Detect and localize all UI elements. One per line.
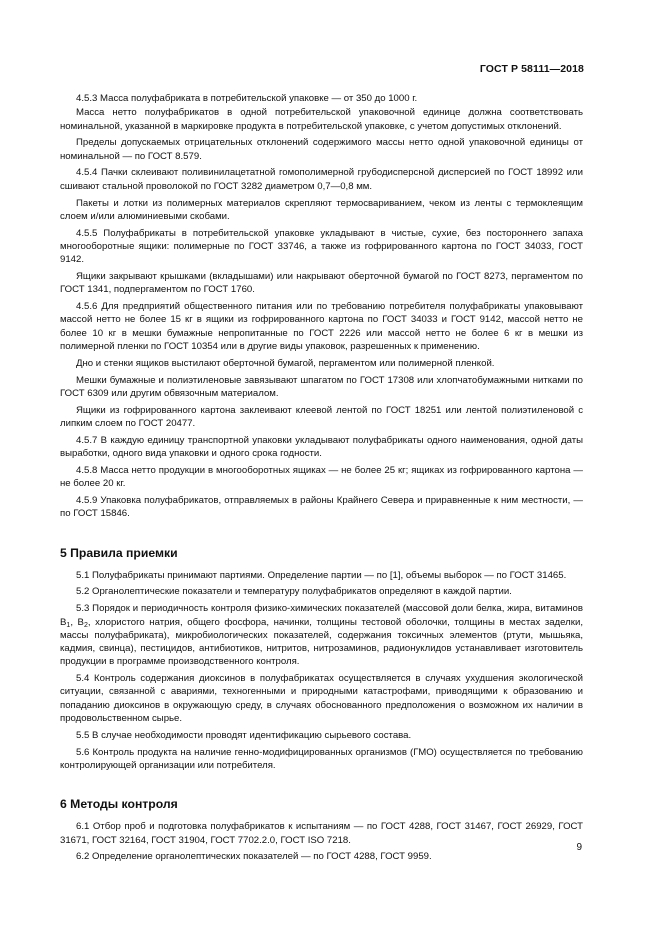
paragraph-5-5: 5.5 В случае необходимости проводят идентификацию сырьевого состава. [76,729,412,741]
page-body [60,92,583,867]
paragraph-4-5-7: 4.5.7 В каждую единицу транспортной упаковки укладывают полуфабрикаты одного наименования, одной даты выработки, одного вида упаковки и одного срока годности. [60,434,583,460]
page-number: 9 [576,842,582,853]
paragraph-box-lining: Дно и стенки ящиков выстилают оберточной бумагой, пергаментом или полимерной пленкой. [76,357,495,369]
paragraph-5-3-part-c: , хлористого натрия, общего фосфора, начинки, толщины тестовой оболочки, толщины в местах заделки, массы полуфабриката), микробиологических показателей, содержания токсичных элементов (ртути, мышьяка, кадмия, свинца), пестицидов, антибиотиков, нитритов, нитрозаминов, радионуклидов устанавливает изготовитель продукции в программе производственного контроля. [60,616,583,668]
paragraph-4-5-6: 4.5.6 Для предприятий общественного питания или по требованию потребителя полуфабрикаты упаковывают массой нетто не более 15 кг в ящики из гофрированного картона по ГОСТ 34033 и ГОСТ 9142, массой нетто не более 10 кг в мешки бумажные непропитанные по ГОСТ 2226 или массой нетто не более 6 кг в мешки из полимерной пленки по ГОСТ 10354 или в другие виды упаковок, разрешенных к применению. [60,301,583,353]
paragraph-6-1: 6.1 Отбор проб и подготовка полуфабрикатов к испытаниям — по ГОСТ 4288, ГОСТ 31467, ГОСТ 26929, ГОСТ 31671, ГОСТ 32164, ГОСТ 31904, ГОСТ 7702.2.0, ГОСТ ISO 7218. [60,821,583,846]
paragraph-net-mass: Масса нетто полуфабрикатов в одной потребительской упаковочной единице должна соответствовать номинальной, указанной в маркировке продукта в потребительской упаковке, с учетом допустимых отклонений. [60,107,583,132]
paragraph-5-3-part-b: , В [70,616,84,628]
paragraph-4-5-4: 4.5.4 Пачки склеивают поливинилацетатной гомополимерной грубодисперсной дисперсией по ГОСТ 18992 или сшивают стальной проволокой по ГОСТ 3282 диаметром 0,7—0,8 мм. [60,167,583,192]
paragraph-box-sealing: Ящики из гофрированного картона заклеивают клеевой лентой по ГОСТ 18251 или лентой полиэтиленовой с липким слоем по ГОСТ 20477. [60,404,583,430]
paragraph-6-2: 6.2 Определение органолептических показателей — по ГОСТ 4288, ГОСТ 9959. [76,851,432,863]
paragraph-5-4: 5.4 Контроль содержания диоксинов в полуфабрикатах осуществляется в случаях ухудшения экологической ситуации, связанной с авариями, техногенными и природными катастрофами, приводящими к образованию и попаданию диоксинов в окружающую среду, в случаях обоснованного предположения о возможном их наличии в продовольственном сырье. [60,673,583,725]
paragraph-box-covers: Ящики закрывают крышками (вкладышами) или накрывают оберточной бумагой по ГОСТ 8273, пергаментом по ГОСТ 1341, подпергаментом по ГОСТ 1760. [60,271,583,296]
document-code: ГОСТ Р 58111—2018 [479,63,584,75]
paragraph-5-6: 5.6 Контроль продукта на наличие генно-модифицированных организмов (ГМО) осуществляется по требованию контролирующей организации или потребителя. [60,746,583,771]
paragraph-deviation-limits: Пределы допускаемых отрицательных отклонений содержимого массы нетто одной упаковочной единицы от номинальной — по ГОСТ 8.579. [60,137,583,162]
paragraph-packets-trays: Пакеты и лотки из полимерных материалов скрепляют термосвариванием, чеком из ленты с термоклеящим слоем и/или алюминиевыми скобами. [60,197,583,222]
paragraph-5-2: 5.2 Органолептические показатели и температуру полуфабрикатов определяют в каждой партии. [76,586,512,598]
paragraph-4-5-9: 4.5.9 Упаковка полуфабрикатов, отправляемых в районы Крайнего Севера и приравненные к ним местности, — по ГОСТ 15846. [60,495,583,520]
paragraph-5-3-part-a: 5.3 Порядок и периодичность контроля физико-химических показателей (массовой доли белка, жира, витаминов В [60,603,583,628]
vitamin-b2-subscript: 2 [83,621,88,629]
section-title-acceptance: 5 Правила приемки [60,545,178,560]
section-title-control-methods: 6 Методы контроля [60,797,178,812]
paragraph-bag-tying: Мешки бумажные и полиэтиленовые завязывают шпагатом по ГОСТ 17308 или хлопчатобумажными нитками по ГОСТ 6309 или другим обвязочным материалом. [60,374,583,399]
paragraph-4-5-3: 4.5.3 Масса полуфабриката в потребительской упаковке — от 350 до 1000 г. [76,93,418,104]
paragraph-4-5-8: 4.5.8 Масса нетто продукции в многооборотных ящиках — не более 25 кг; ящиках из гофрированного картона — не более 20 кг. [60,464,583,490]
vitamin-b1-subscript: 1 [66,621,71,629]
paragraph-4-5-5: 4.5.5 Полуфабрикаты в потребительской упаковке укладывают в чистые, сухие, без постороннего запаха многооборотные ящики: полимерные по ГОСТ 33746, а также из гофрированного картона по ГОСТ 34033, ГОСТ 9142. [60,227,583,266]
paragraph-5-1: 5.1 Полуфабрикаты принимают партиями. Определение партии — по [1], объемы выборок — по ГОСТ 31465. [76,569,567,581]
paragraph-5-3 [60,602,583,668]
